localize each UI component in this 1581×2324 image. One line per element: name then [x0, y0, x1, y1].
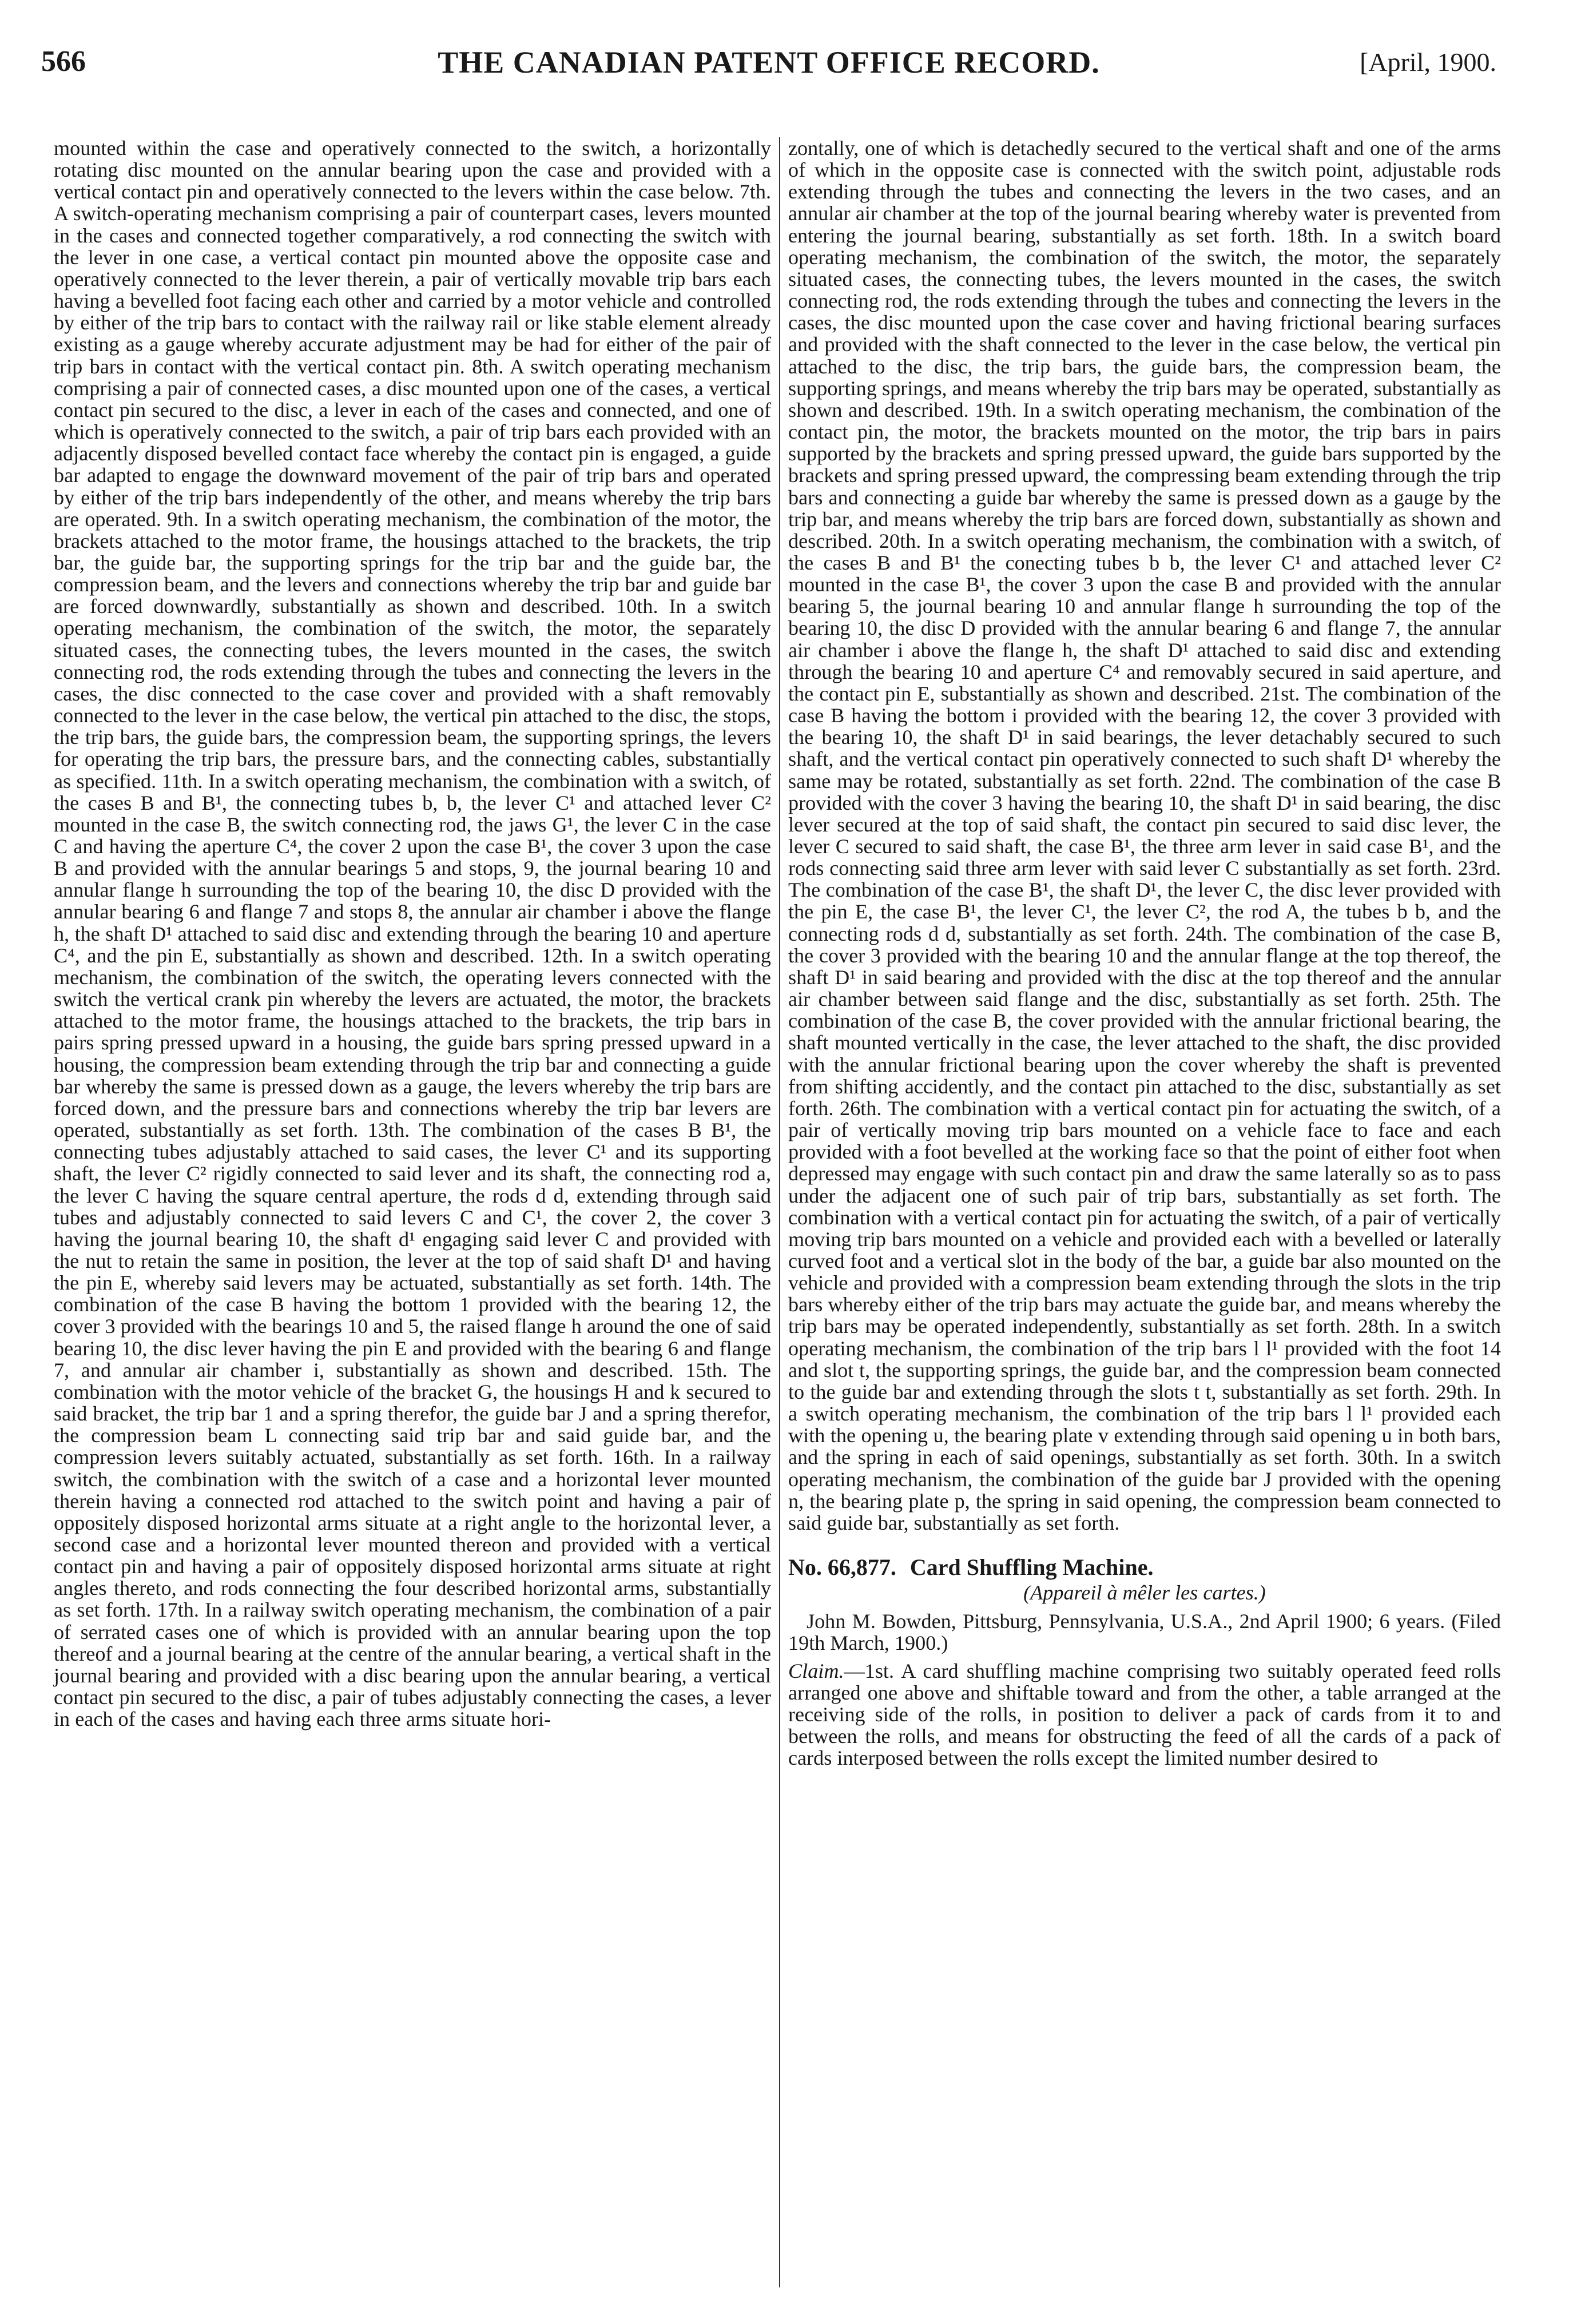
patent-subtitle: (Appareil à mêler les cartes.): [1023, 1581, 1266, 1605]
patent-claim: [788, 1660, 1501, 1769]
right-column: [788, 137, 1501, 2287]
issue-date: [April, 1900.: [1360, 47, 1496, 77]
patent-title: Card Shuffling Machine.: [909, 1554, 1154, 1580]
page-header: [41, 45, 1496, 90]
left-column: [54, 137, 771, 2287]
patent-number: No. 66,877.: [788, 1554, 896, 1580]
page-number: 566: [41, 45, 86, 78]
patent-heading: [788, 1554, 1501, 1580]
claim-label: Claim.: [788, 1659, 844, 1682]
running-title: THE CANADIAN PATENT OFFICE RECORD.: [438, 45, 1100, 79]
column-divider: [779, 137, 780, 2287]
right-column-text: zontally, one of which is detachedly secured to the vertical shaft and one of the arms of which in the opposite case is connected with the switch point, adjustable rods extending through the tubes and connecting the levers in the two cases, and an annular air chamber at the top of the journal bearing whereby water is prevented from entering the journal bearing, substantially as set forth. 18th. In a switch board operating mechanism, the combination of the switch, the motor, the separately situated cases, the connecting tubes, the levers mounted in the cases, the switch connecting rod, the rods extending through the tubes and connecting the levers in the cases, the disc mounted upon the case cover and having frictional bearing surfaces and provided with the shaft connected to the lever in the case below, the vertical pin attached to the disc, the trip bars, the guide bars, the compression beam, the supporting springs, and means whereby the trip bars may be operated, substantially as shown and described. 19th. In a switch operating mechanism, the combination of the contact pin, the motor, the brackets mounted on the motor, the trip bars in pairs supported by the brackets and spring pressed upward, the guide bars supported by the brackets and spring pressed upward, the compressing beam extending through the trip bars and connecting a guide bar whereby the same is pressed down as a gauge by the trip bar, and means whereby the trip bars are forced down, substantially as shown and described. 20th. In a switch operating mechanism, the combination with a switch, of the cases B and B¹ the conecting tubes b b, the lever C¹ and attached lever C² mounted in the case B¹, the cover 3 upon the case B and provided with the annular bearing 5, the journal bearing 10 and annular flange h surrounding the top of the bearing 10, the disc D provided with the annular bearing 6 and flange 7, the annular air chamber i above the flange h, the shaft D¹ attached to said disc and extending through the bearing 10 and aperture C⁴ and removably secured in said aperture, and the contact pin E, substantially as shown and described. 21st. The combination of the case B having the bottom i provided with the bearing 12, the cover 3 provided with the bearing 10, the shaft D¹ in said bearings, the lever detachably secured to such shaft, and the vertical contact pin operatively connected to such shaft D¹ whereby the same may be rotated, substantially as set forth. 22nd. The combination of the case B provided with the cover 3 having the bearing 10, the shaft D¹ in said bearing, the disc lever secured at the top of said shaft, the contact pin secured to said disc lever, the lever C secured to said shaft, the case B¹, the three arm lever in said case B¹, and the rods connecting said three arm lever with said lever C substantially as set forth. 23rd. The combination of the case B¹, the shaft D¹, the lever C, the disc lever provided with the pin E, the case B¹, the lever C¹, the lever C², the rod A, the tubes b b, and the connecting rods d d, substantially as set forth. 24th. The combination of the case B, the cover 3 provided with the bearing 10 and the annular flange at the top thereof, the shaft D¹ in said bearing and provided with the disc at the top thereof and the annular air chamber between said flange and the disc, substantially as set forth. 25th. The combination of the case B, the cover provided with the annular frictional bearing, the shaft mounted vertically in the case, the lever attached to the shaft, the disc provided with the annular frictional bearing upon the cover whereby the shaft is prevented from shifting accidently, and the contact pin attached to the disc, substantially as set forth. 26th. The combination with a vertical contact pin for actuating the switch, of a pair of vertically moving trip bars mounted on a vehicle face to face and each provided with a foot bevelled at the working face so that the point of either foot when depressed may engage with such contact pin and draw the same laterally so as to pass under the adjacent one of such pair of trip bars, substantially as set forth. The combination with a vertical contact pin for actuating the switch, of a pair of vertically moving trip bars mounted on a vehicle and provided each with a bevelled or laterally curved foot and a vertical slot in the body of the bar, a guide bar also mounted on the vehicle and provided with a compression beam extending through the slots in the trip bars whereby either of the trip bars may actuate the guide bar, and means whereby the trip bars may be operated independently, substantially as set forth. 28th. In a switch operating mechanism, the combination of the trip bars l l¹ provided with the foot 14 and slot t, the supporting springs, the guide bar, and the compression beam connected to the guide bar and extending through the slots t t, substantially as set forth. 29th. In a switch operating mechanism, the combination of the trip bars l l¹ provided each with the opening u, the bearing plate v extending through said opening u in both bars, and the spring in each of said openings, substantially as set forth. 30th. In a switch operating mechanism, the combination of the guide bar J provided with the opening n, the bearing plate p, the spring in said opening, the compression beam connected to said guide bar, substantially as set forth.: [788, 137, 1501, 1534]
claim-text: —1st. A card shuffling machine comprising two suitably operated feed rolls arranged one above and shiftable toward and from the other, a table arranged at the receiving side of the rolls, in position to deliver a pack of cards from it to and between the rolls, and means for obstructing the feed of all the cards of a pack of cards interposed between the rolls except the limited number desired to: [788, 1659, 1501, 1770]
patent-meta: John M. Bowden, Pittsburg, Pennsylvania, U.S.A., 2nd April 1900; 6 years. (Filed 19th March, 1900.): [788, 1610, 1501, 1655]
left-column-text: mounted within the case and operatively connected to the switch, a horizontally rotating disc mounted on the annular bearing upon the case and provided with a vertical contact pin and operatively connected to the levers within the case below. 7th. A switch-operating mechanism comprising a pair of counterpart cases, levers mounted in the cases and connected together comparatively, a rod connecting the switch with the lever in one case, a vertical contact pin mounted above the opposite case and operatively connected to the lever therein, a pair of vertically movable trip bars each having a bevelled foot facing each other and carried by a motor vehicle and controlled by either of the trip bars to contact with the railway rail or like stable element already existing as a gauge whereby accurate adjustment may be had for either of the pair of trip bars in contact with the vertical contact pin. 8th. A switch operating mechanism comprising a pair of connected cases, a disc mounted upon one of the cases, a vertical contact pin secured to the disc, a lever in each of the cases and connected, and one of which is operatively connected to the switch, a pair of trip bars each provided with an adjacently disposed bevelled contact face whereby the contact pin is engaged, a guide bar adapted to engage the downward movement of the pair of trip bars and operated by either of the trip bars independently of the other, and means whereby the trip bars are operated. 9th. In a switch operating mechanism, the combination of the motor, the brackets attached to the motor frame, the housings attached to the brackets, the trip bar, the guide bar, the supporting springs for the trip bar and the guide bar, the compression beam, and the levers and connections whereby the trip bar and guide bar are forced downwardly, substantially as shown and described. 10th. In a switch operating mechanism, the combination of the switch, the motor, the separately situated cases, the connecting tubes, the levers mounted in the cases, the switch connecting rod, the rods extending through the tubes and connecting the levers in the cases, the disc connected to the case cover and provided with a shaft removably connected to the lever in the case below, the vertical pin attached to the disc, the stops, the trip bars, the guide bars, the compression beam, the supporting springs, the levers for operating the trip bars, the pressure bars, and the connecting cables, substantially as specified. 11th. In a switch operating mechanism, the combination with a switch, of the cases B and B¹, the connecting tubes b, b, the lever C¹ and attached lever C² mounted in the case B, the switch connecting rod, the jaws G¹, the lever C in the case C and having the aperture C⁴, the cover 2 upon the case B¹, the cover 3 upon the case B and provided with the annular bearings 5 and stops, 9, the journal bearing 10 and annular flange h surrounding the top of the bearing 10, the disc D provided with the annular bearing 6 and flange 7 and stops 8, the annular air chamber i above the flange h, the shaft D¹ attached to said disc and extending through the bearing 10 and aperture C⁴, and the pin E, substantially as shown and described. 12th. In a switch operating mechanism, the combination of the switch, the operating levers connected with the switch the vertical crank pin whereby the levers are actuated, the motor, the brackets attached to the motor frame, the housings attached to the brackets, the trip bars in pairs spring pressed upward in a housing, the guide bars spring pressed upward in a housing, the compression beam extending through the trip bar and connecting a guide bar whereby the same is pressed down as a gauge, the levers whereby the trip bars are forced down, and the pressure bars and connections whereby the trip bar levers are operated, substantially as set forth. 13th. The combination of the cases B B¹, the connecting tubes adjustably attached to said cases, the lever C¹ and its supporting shaft, the lever C² rigidly connected to said lever and its shaft, the connecting rod a, the lever C having the square central aperture, the rods d d, extending through said tubes and adjustably connected to said levers C and C¹, the cover 2, the cover 3 having the journal bearing 10, the shaft d¹ engaging said lever C and provided with the nut to retain the same in position, the lever at the top of said shaft D¹ and having the pin E, whereby said levers may be actuated, substantially as set forth. 14th. The combination of the case B having the bottom 1 provided with the bearing 12, the cover 3 provided with the bearings 10 and 5, the raised flange h around the one of said bearing 10, the disc lever having the pin E and provided with the bearing 6 and flange 7, and annular air chamber i, substantially as shown and described. 15th. The combination with the motor vehicle of the bracket G, the housings H and k secured to said bracket, the trip bar 1 and a spring therefor, the guide bar J and a spring therefor, the compression beam L connecting said trip bar and said guide bar, and the compression levers suitably actuated, substantially as set forth. 16th. In a railway switch, the combination with the switch of a case and a horizontal lever mounted therein having a connected rod attached to the switch point and having a pair of oppositely disposed horizontal arms situate at a right angle to the horizontal lever, a second case and a horizontal lever mounted thereon and provided with a vertical contact pin and having a pair of oppositely disposed horizontal arms situate at right angles thereto, and rods connecting the four described horizontal arms, substantially as set forth. 17th. In a railway switch operating mechanism, the combination of a pair of serrated cases one of which is provided with an annular bearing upon the top thereof and a journal bearing at the centre of the annular bearing, a vertical shaft in the journal bearing and provided with a disc bearing upon the annular bearing, a vertical contact pin secured to the disc, a pair of tubes adjustably connecting the cases, a lever in each of the cases and having each three arms situate hori-: [54, 137, 771, 1731]
